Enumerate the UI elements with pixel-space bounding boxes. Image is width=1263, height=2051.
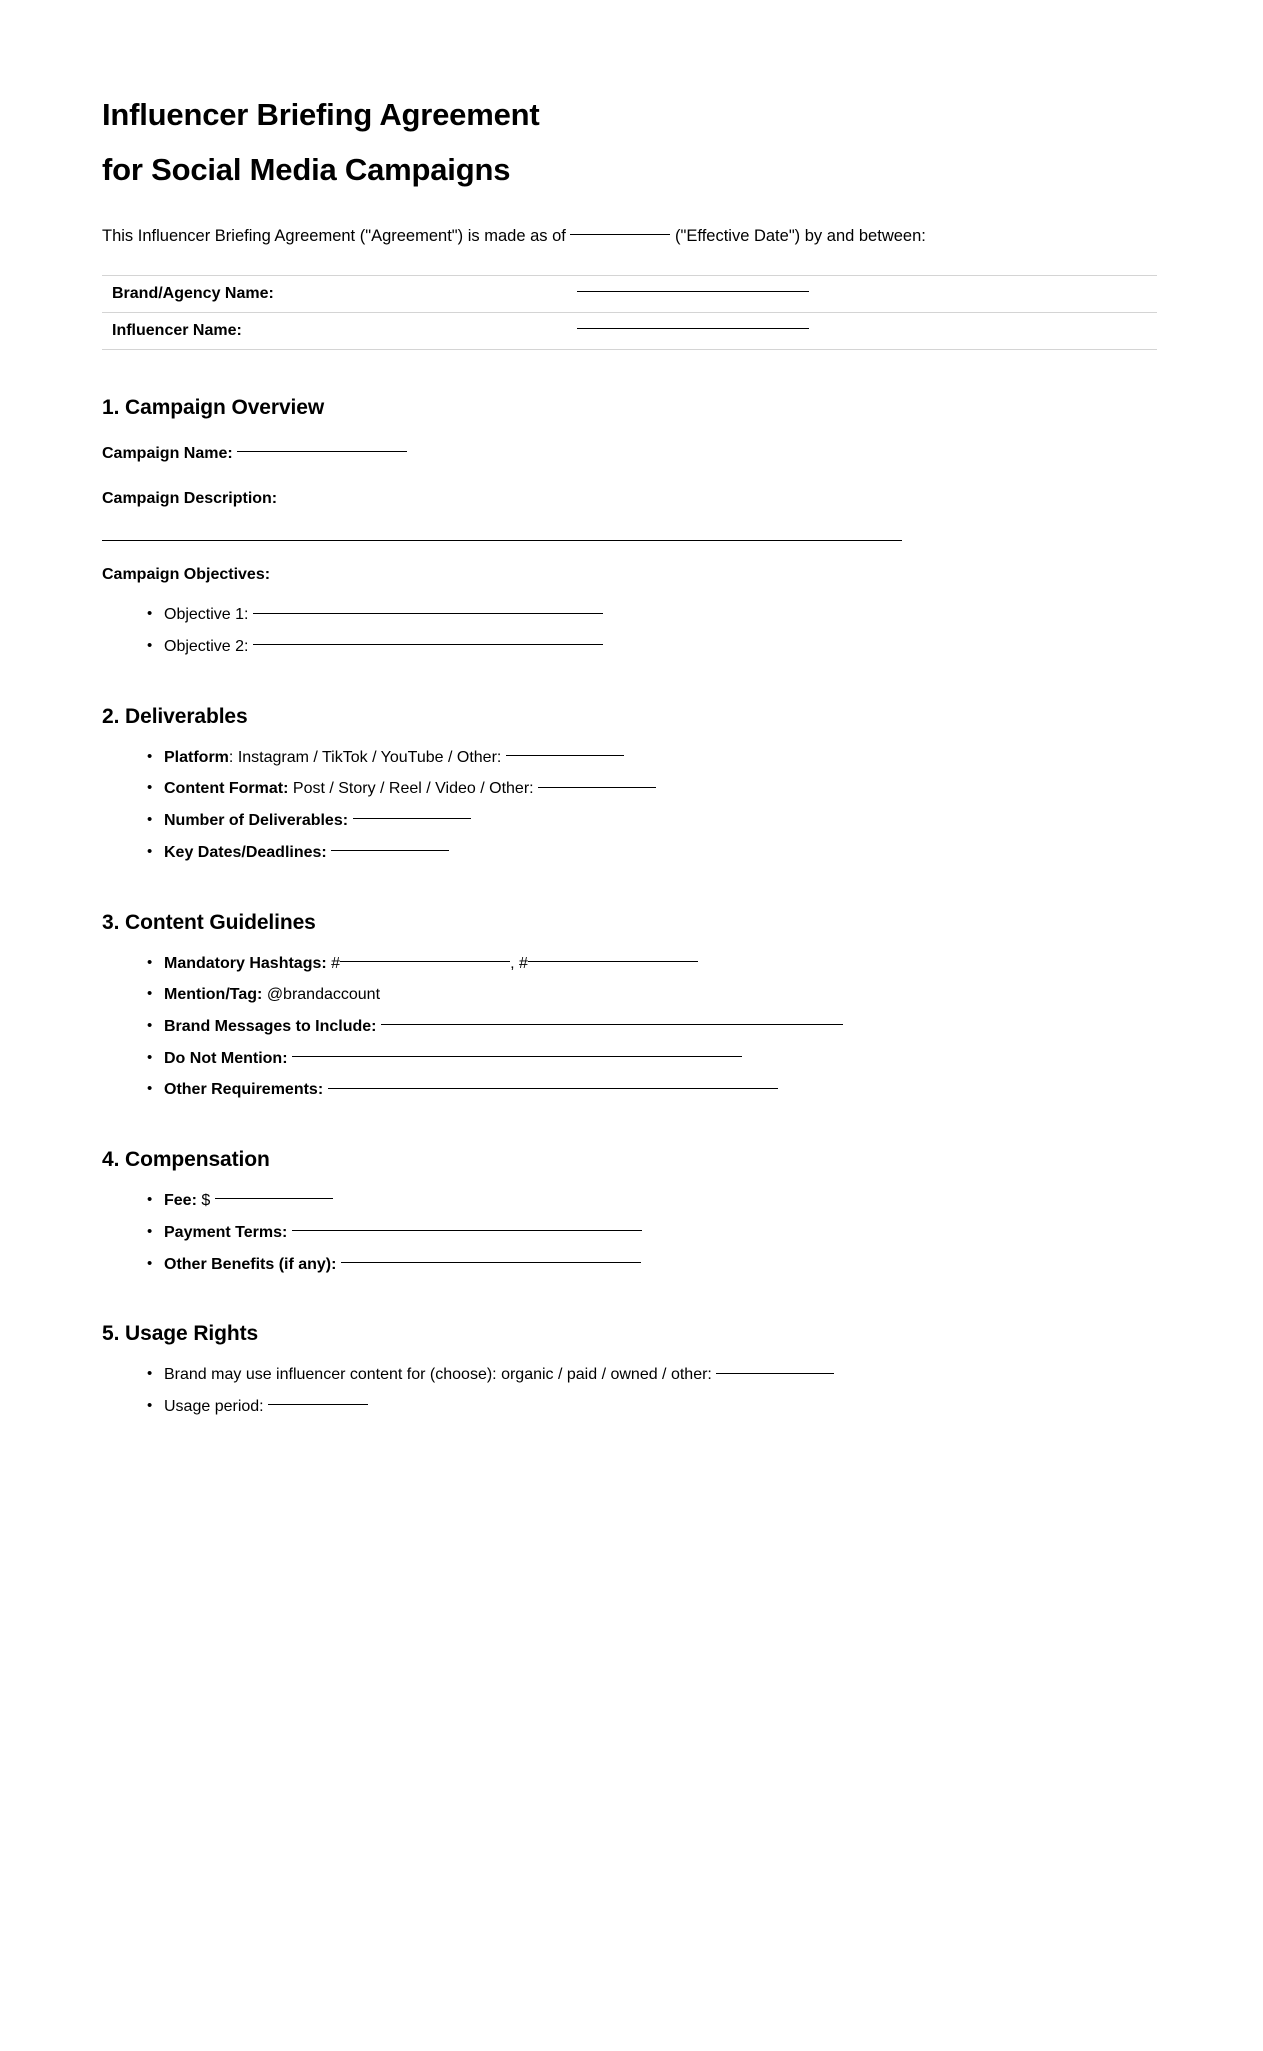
- list-item: [164, 1396, 1163, 1419]
- content-format-other-blank[interactable]: [538, 787, 656, 788]
- list-item: [164, 1079, 1163, 1102]
- campaign-description-field: [102, 487, 1163, 510]
- objective-1-blank[interactable]: [253, 613, 603, 614]
- content-format-label: Content Format:: [164, 780, 289, 798]
- campaign-name-field: [102, 442, 1163, 465]
- list-item: [164, 604, 1163, 627]
- mandatory-hashtag-1-blank[interactable]: [340, 961, 510, 962]
- campaign-description-label: Campaign Description:: [102, 489, 278, 507]
- key-dates-deadlines-label: Key Dates/Deadlines:: [164, 843, 327, 861]
- list-item: [164, 636, 1163, 659]
- platform-label: Platform: [164, 748, 229, 766]
- mandatory-hashtag-2-blank[interactable]: [528, 961, 698, 962]
- fee-blank[interactable]: [215, 1198, 333, 1199]
- intro-text-after-blank: ("Effective Date") by and between:: [675, 226, 926, 245]
- list-item: [164, 810, 1163, 833]
- payment-terms-blank[interactable]: [292, 1230, 642, 1231]
- intro-text-before-blank: This Influencer Briefing Agreement ("Agreement") is made as of: [102, 226, 566, 245]
- brand-messages-to-include-label: Brand Messages to Include:: [164, 1018, 377, 1036]
- objective-2-label: Objective 2:: [164, 638, 249, 656]
- mandatory-hashtags-hash-1: #: [331, 954, 341, 972]
- mandatory-hashtags-hash-2: , #: [510, 954, 528, 972]
- list-item: [164, 953, 1163, 976]
- intro-paragraph: [102, 225, 1163, 249]
- other-requirements-blank[interactable]: [328, 1088, 778, 1089]
- mention-tag-label: Mention/Tag:: [164, 986, 263, 1004]
- usage-rights-list: [102, 1364, 1163, 1418]
- platform-colon: :: [228, 748, 234, 766]
- payment-terms-label: Payment Terms:: [164, 1223, 288, 1241]
- usage-rights-choice-text: Brand may use influencer content for (choose): organic / paid / owned / other:: [164, 1366, 712, 1384]
- usage-period-blank[interactable]: [268, 1404, 368, 1405]
- list-item: [164, 1364, 1163, 1387]
- mention-tag-value: @brandaccount: [266, 986, 381, 1004]
- campaign-name-label: Campaign Name:: [102, 444, 233, 462]
- table-row: [102, 312, 1157, 349]
- list-item: [164, 1254, 1163, 1277]
- brand-agency-name-value: [567, 275, 1157, 312]
- brand-agency-name-label: Brand/Agency Name:: [112, 284, 274, 302]
- campaign-objectives-list: [102, 604, 1163, 658]
- brand-agency-name-blank[interactable]: [577, 291, 809, 292]
- section-heading-content-guidelines: 3. Content Guidelines: [102, 910, 316, 934]
- list-item: [164, 1048, 1163, 1071]
- section-heading-compensation: 4. Compensation: [102, 1148, 270, 1172]
- platform-other-blank[interactable]: [506, 755, 624, 756]
- fee-label: Fee:: [164, 1192, 197, 1210]
- list-item: [164, 984, 1163, 1007]
- list-item: [164, 1016, 1163, 1039]
- objective-2-blank[interactable]: [253, 644, 603, 645]
- influencer-name-value: [567, 312, 1157, 349]
- other-requirements-label: Other Requirements:: [164, 1081, 324, 1099]
- objective-1-label: Objective 1:: [164, 606, 249, 624]
- list-item: [164, 747, 1163, 770]
- table-row: [102, 275, 1157, 312]
- other-benefits-label: Other Benefits (if any):: [164, 1255, 337, 1273]
- section-heading-campaign-overview: 1. Campaign Overview: [102, 395, 325, 419]
- list-item: [164, 842, 1163, 865]
- effective-date-blank[interactable]: [570, 234, 670, 235]
- list-item: [164, 1190, 1163, 1213]
- key-dates-deadlines-blank[interactable]: [331, 850, 449, 851]
- other-benefits-blank[interactable]: [341, 1262, 641, 1263]
- list-item: [164, 1222, 1163, 1245]
- campaign-name-blank[interactable]: [237, 451, 407, 452]
- campaign-description-blank-rule[interactable]: [102, 540, 902, 541]
- mandatory-hashtags-label: Mandatory Hashtags:: [164, 954, 327, 972]
- usage-period-label: Usage period:: [164, 1398, 264, 1416]
- content-format-options: Post / Story / Reel / Video / Other:: [292, 780, 534, 798]
- brand-messages-to-include-blank[interactable]: [381, 1024, 843, 1025]
- do-not-mention-label: Do Not Mention:: [164, 1049, 288, 1067]
- section-heading-usage-rights: 5. Usage Rights: [102, 1322, 259, 1346]
- do-not-mention-blank[interactable]: [292, 1056, 742, 1057]
- document-title-line-1: Influencer Briefing Agreement: [102, 97, 540, 132]
- influencer-name-blank[interactable]: [577, 328, 809, 329]
- platform-options: Instagram / TikTok / YouTube / Other:: [237, 748, 502, 766]
- document-title: [102, 95, 1163, 191]
- content-guidelines-list: [102, 953, 1163, 1103]
- deliverables-list: [102, 747, 1163, 865]
- document-title-line-2: for Social Media Campaigns: [102, 151, 511, 187]
- parties-table: [102, 275, 1157, 350]
- number-of-deliverables-blank[interactable]: [353, 818, 471, 819]
- campaign-objectives-field: [102, 563, 1163, 586]
- compensation-list: [102, 1190, 1163, 1276]
- campaign-objectives-label: Campaign Objectives:: [102, 566, 271, 584]
- influencer-name-label: Influencer Name:: [112, 321, 242, 339]
- section-heading-deliverables: 2. Deliverables: [102, 704, 248, 728]
- fee-currency-symbol: $: [201, 1192, 211, 1210]
- usage-rights-other-blank[interactable]: [716, 1373, 834, 1374]
- list-item: [164, 778, 1163, 801]
- number-of-deliverables-label: Number of Deliverables:: [164, 812, 349, 830]
